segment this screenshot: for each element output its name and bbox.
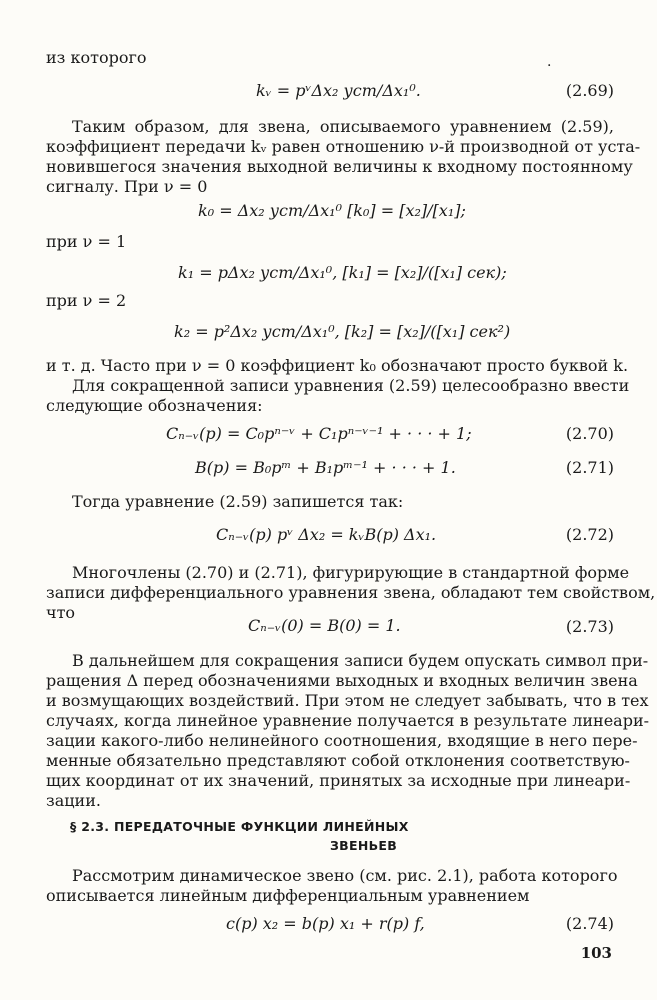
text-line: записи дифференциального уравнения звена, обладают тем свойством, bbox=[46, 583, 656, 602]
text-line: Таким образом, для звена, описываемого уравнением (2.59), bbox=[72, 117, 614, 136]
equation-2-72: Cₙ₋ᵥ(p) pᵛ Δx₂ = kᵥB(p) Δx₁. bbox=[216, 525, 437, 544]
text-line: описывается линейным дифференциальным уравнением bbox=[46, 886, 530, 905]
text-line: Для сокращенной записи уравнения (2.59) целесообразно ввести bbox=[72, 376, 630, 395]
equation-k1: k₁ = pΔx₂ уст/Δx₁⁰, [k₁] = [x₂]/([x₁] сек); bbox=[178, 263, 507, 282]
text-line: новившегося значения выходной величины к входному постоянному bbox=[46, 157, 633, 176]
text-line: щих координат от их значений, принятых за исходные при линеари- bbox=[46, 771, 631, 790]
equation-number: (2.72) bbox=[565, 525, 614, 544]
text-line: В дальнейшем для сокращения записи будем опускать символ при- bbox=[72, 651, 649, 670]
equation-2-71: B(p) = B₀pᵐ + B₁pᵐ⁻¹ + · · · + 1. bbox=[195, 458, 456, 477]
speck: · bbox=[547, 58, 552, 74]
section-heading: § 2.3. ПЕРЕДАТОЧНЫЕ ФУНКЦИИ ЛИНЕЙНЫХ bbox=[70, 819, 409, 834]
text-line: Рассмотрим динамическое звено (см. рис. 2.1), работа которого bbox=[72, 866, 618, 885]
equation-number: (2.70) bbox=[565, 424, 614, 443]
text-line: Тогда уравнение (2.59) запишется так: bbox=[72, 492, 404, 511]
equation-k0: k₀ = Δx₂ уст/Δx₁⁰ [k₀] = [x₂]/[x₁]; bbox=[198, 201, 466, 220]
text-line: зации. bbox=[46, 791, 101, 810]
equation-k2: k₂ = p²Δx₂ уст/Δx₁⁰, [k₂] = [x₂]/([x₁] сек²) bbox=[174, 322, 511, 341]
page-number: 103 bbox=[580, 944, 612, 962]
equation-2-70: Cₙ₋ᵥ(p) = C₀pⁿ⁻ᵛ + C₁pⁿ⁻ᵛ⁻¹ + · · · + 1; bbox=[166, 424, 472, 443]
text-line: менные обязательно представляют собой отклонения соответствую- bbox=[46, 751, 630, 770]
text-line: и т. д. Часто при ν = 0 коэффициент k₀ обозначают просто буквой k. bbox=[46, 356, 629, 375]
equation-2-69: kᵥ = pᵛΔx₂ уст/Δx₁⁰. bbox=[256, 81, 421, 100]
equation-2-73: Cₙ₋ᵥ(0) = B(0) = 1. bbox=[248, 616, 401, 635]
text-line: при ν = 1 bbox=[46, 232, 127, 251]
equation-number: (2.73) bbox=[565, 617, 614, 636]
text-line: следующие обозначения: bbox=[46, 396, 263, 415]
text-line: случаях, когда линейное уравнение получается в результате линеари- bbox=[46, 711, 650, 730]
book-page bbox=[46, 0, 656, 1000]
equation-number: (2.74) bbox=[565, 914, 614, 933]
equation-number: (2.71) bbox=[565, 458, 614, 477]
section-heading-continued: ЗВЕНЬЕВ bbox=[330, 838, 398, 853]
equation-number: (2.69) bbox=[565, 81, 614, 100]
text-line: при ν = 2 bbox=[46, 291, 127, 310]
text-line: сигналу. При ν = 0 bbox=[46, 177, 208, 196]
text-line: что bbox=[46, 603, 76, 622]
text-line: из которого bbox=[46, 48, 147, 67]
text-line: и возмущающих воздействий. При этом не следует забывать, что в тех bbox=[46, 691, 649, 710]
text-line: коэффициент передачи kᵥ равен отношению ν-й производной от уста- bbox=[46, 137, 641, 156]
text-line: зации какого-либо нелинейного соотношения, входящие в него пере- bbox=[46, 731, 638, 750]
text-line: Многочлены (2.70) и (2.71), фигурирующие в стандартной форме bbox=[72, 563, 630, 582]
equation-2-74: c(p) x₂ = b(p) x₁ + r(p) f, bbox=[226, 914, 425, 933]
text-line: ращения Δ перед обозначениями выходных и входных величин звена bbox=[46, 671, 638, 690]
